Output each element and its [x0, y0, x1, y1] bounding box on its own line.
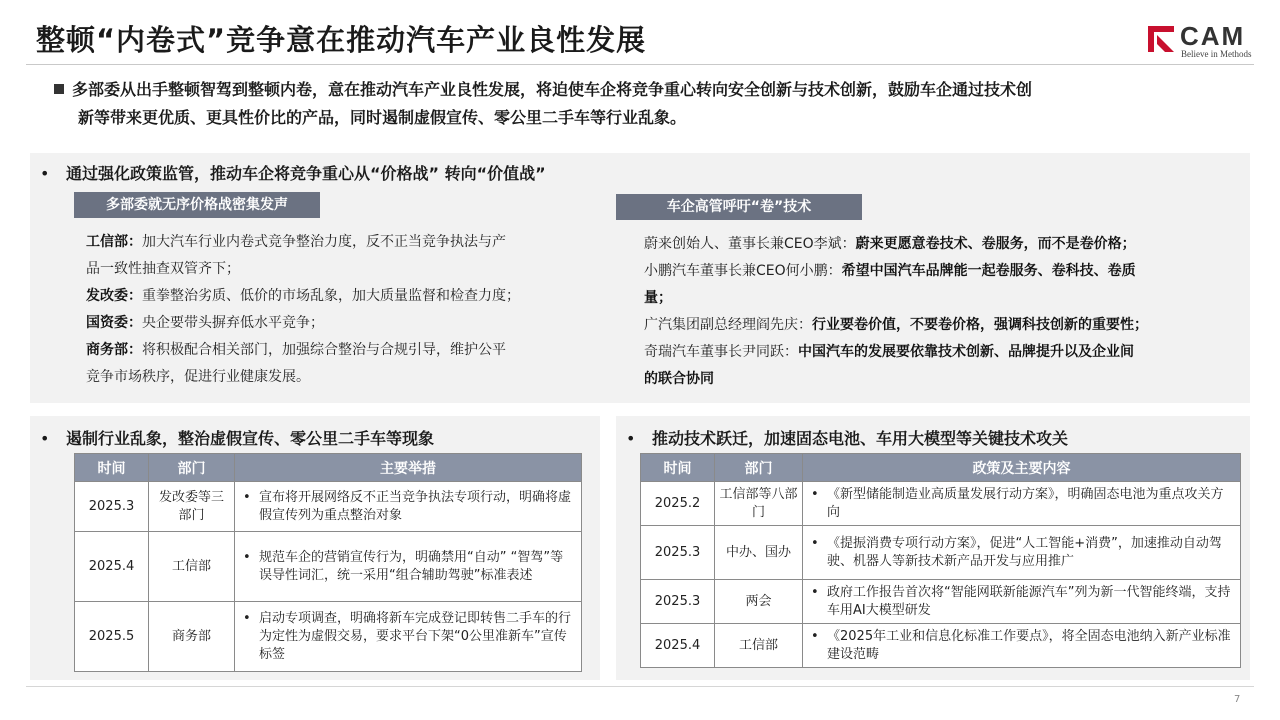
- date-cell: 2025.3: [75, 482, 149, 532]
- footer-divider: [26, 686, 1254, 687]
- false-advertising-panel: [30, 416, 600, 680]
- date-cell: 2025.4: [75, 532, 149, 602]
- date-cell: 2025.4: [641, 624, 715, 668]
- quote-text: 量；: [644, 290, 672, 306]
- section-heading-technology: [626, 426, 1068, 449]
- executive-quote: [644, 339, 1240, 366]
- column-header: 时间: [75, 454, 149, 482]
- bullet-marker: •: [40, 164, 50, 183]
- bullet-marker: •: [243, 610, 251, 626]
- column-header: 主要举措: [235, 454, 582, 482]
- dept-cell: 发改委等三部门: [149, 482, 235, 532]
- executive-name: 小鹏汽车董事长兼CEO何小鹏：: [644, 263, 842, 279]
- measure-text: 启动专项调查，明确将新车完成登记即转售二手车的行为定性为虚假交易，要求平台下架“0公里准新车”宣传标签: [259, 610, 572, 662]
- ministry-text: 重拳整治劣质、低价的市场乱象，加大质量监督和检查力度；: [142, 288, 520, 304]
- section-heading-policy: [40, 161, 546, 184]
- measure-text: 宣布将开展网络反不正当竞争执法专项行动，明确将虚假宣传列为重点整治对象: [259, 489, 572, 523]
- ministry-name: 商务部：: [86, 342, 142, 358]
- bullet-marker: •: [243, 489, 251, 505]
- date-cell: 2025.3: [641, 580, 715, 624]
- policy-cell: [803, 580, 1241, 624]
- intro-line-1: 多部委从出手整顿智驾到整顿内卷，意在推动汽车产业良性发展，将迫使车企将竞争重心转向安全创新与技术创新，鼓励车企通过技术创: [72, 80, 1033, 99]
- column-header: 政策及主要内容: [803, 454, 1241, 482]
- table-row: [75, 532, 582, 602]
- page-title: 整顿“内卷式”竞争意在推动汽车产业良性发展: [36, 23, 647, 57]
- ministry-statement: [86, 229, 586, 256]
- table-header-row: [75, 454, 582, 482]
- page-number: 7: [1234, 694, 1241, 705]
- measure-text: 规范车企的营销宣传行为，明确禁用“自动” “智驾”等误导性词汇，统一采用“组合辅助驾驶”标准表述: [259, 549, 564, 583]
- executive-quote: [644, 258, 1240, 285]
- section-heading-text: 通过强化政策监管，推动车企将竞争重心从“价格战” 转向“价值战”: [66, 164, 546, 183]
- ministries-statements: [86, 229, 586, 391]
- ministry-statement: [86, 337, 586, 364]
- dept-cell: 两会: [715, 580, 803, 624]
- dept-cell: 中办、国办: [715, 526, 803, 580]
- executive-name: 奇瑞汽车董事长尹同跃：: [644, 344, 798, 360]
- dept-cell: 工信部等八部门: [715, 482, 803, 526]
- bullet-marker: •: [811, 628, 819, 644]
- policy-cell: [803, 482, 1241, 526]
- policy-text: 《2025年工业和信息化标准工作要点》，将全固态电池纳入新产业标准建设范畴: [827, 628, 1231, 662]
- logo-wordmark: CAM: [1180, 21, 1246, 51]
- ministry-statement-cont: 竞争市场秩序，促进行业健康发展。: [86, 369, 310, 385]
- ministry-text: 央企要带头摒弃低水平竞争；: [142, 315, 324, 331]
- quote-text: 希望中国汽车品牌能一起卷服务、卷科技、卷质: [841, 263, 1136, 279]
- quote-text: 蔚来更愿意卷技术、卷服务，而不是卷价格；: [855, 236, 1136, 252]
- bullet-marker: •: [243, 549, 251, 565]
- table-row: [641, 482, 1241, 526]
- ministry-name: 发改委：: [86, 288, 142, 304]
- executive-quote: [644, 231, 1240, 258]
- bullet-marker: •: [811, 584, 819, 600]
- executives-tag: 车企高管呼吁“卷”技术: [616, 194, 862, 220]
- measure-cell: [235, 482, 582, 532]
- policy-supervision-panel: [30, 153, 1250, 403]
- section-heading-regulation: [40, 426, 434, 449]
- tech-policy-table: [640, 453, 1241, 668]
- square-bullet-icon: [54, 84, 64, 94]
- policy-cell: [803, 526, 1241, 580]
- executive-quote: [644, 312, 1240, 339]
- dept-cell: 工信部: [149, 532, 235, 602]
- column-header: 部门: [149, 454, 235, 482]
- cam-logo-mark-icon: [1148, 26, 1174, 52]
- cam-logo: [1148, 21, 1258, 59]
- date-cell: 2025.5: [75, 602, 149, 672]
- tech-breakthrough-panel: [616, 416, 1250, 680]
- table-row: [75, 482, 582, 532]
- ministry-statement: [86, 310, 586, 337]
- quote-text: 行业要卷价值，不要卷价格，强调科技创新的重要性；: [812, 317, 1148, 333]
- column-header: 时间: [641, 454, 715, 482]
- date-cell: 2025.2: [641, 482, 715, 526]
- intro-summary: [54, 76, 1254, 132]
- policy-cell: [803, 624, 1241, 668]
- ministry-text: 加大汽车行业内卷式竞争整治力度，反不正当竞争执法与产: [142, 234, 506, 250]
- executive-name: 广汽集团副总经理阎先庆：: [644, 317, 812, 333]
- executive-quote-cont: [644, 285, 1240, 312]
- policy-text: 《新型储能制造业高质量发展行动方案》，明确固态电池为重点攻关方向: [827, 486, 1224, 520]
- ministry-name: 工信部：: [86, 234, 142, 250]
- date-cell: 2025.3: [641, 526, 715, 580]
- regulation-measures-table: [74, 453, 582, 672]
- executive-name: 蔚来创始人、董事长兼CEO李斌：: [644, 236, 856, 252]
- ministries-tag: 多部委就无序价格战密集发声: [74, 192, 320, 218]
- bullet-marker: •: [40, 429, 50, 448]
- ministry-name: 国资委：: [86, 315, 142, 331]
- column-header: 部门: [715, 454, 803, 482]
- quote-text: 的联合协同: [644, 371, 714, 387]
- bullet-marker: •: [811, 486, 819, 502]
- dept-cell: 工信部: [715, 624, 803, 668]
- ministry-statement: [86, 283, 586, 310]
- ministry-text: 将积极配合相关部门，加强综合整治与合规引导，维护公平: [142, 342, 506, 358]
- ministry-statement-cont: 品一致性抽查双管齐下；: [86, 261, 240, 277]
- measure-cell: [235, 602, 582, 672]
- bullet-marker: •: [811, 535, 819, 551]
- executive-quote-cont: [644, 366, 1240, 393]
- intro-line-2: 新等带来更优质、更具性价比的产品，同时遏制虚假宣传、零公里二手车等行业乱象。: [78, 108, 687, 127]
- measure-cell: [235, 532, 582, 602]
- executive-quotes: [644, 231, 1240, 393]
- policy-text: 政府工作报告首次将“智能网联新能源汽车”列为新一代智能终端，支持车用AI大模型研发: [827, 584, 1231, 618]
- table-header-row: [641, 454, 1241, 482]
- quote-text: 中国汽车的发展要依靠技术创新、品牌提升以及企业间: [798, 344, 1134, 360]
- policy-text: 《提振消费专项行动方案》，促进“人工智能+消费”，加速推动自动驾驶、机器人等新技术新产品开发与应用推广: [827, 535, 1222, 569]
- dept-cell: 商务部: [149, 602, 235, 672]
- section-heading-text: 推动技术跃迁，加速固态电池、车用大模型等关键技术攻关: [652, 429, 1069, 448]
- table-row: [641, 624, 1241, 668]
- table-row: [641, 526, 1241, 580]
- bullet-marker: •: [626, 429, 636, 448]
- table-row: [75, 602, 582, 672]
- section-heading-text: 遏制行业乱象，整治虚假宣传、零公里二手车等现象: [66, 429, 435, 448]
- table-row: [641, 580, 1241, 624]
- logo-tagline: Believe in Methods: [1181, 49, 1252, 59]
- title-divider: [26, 64, 1254, 65]
